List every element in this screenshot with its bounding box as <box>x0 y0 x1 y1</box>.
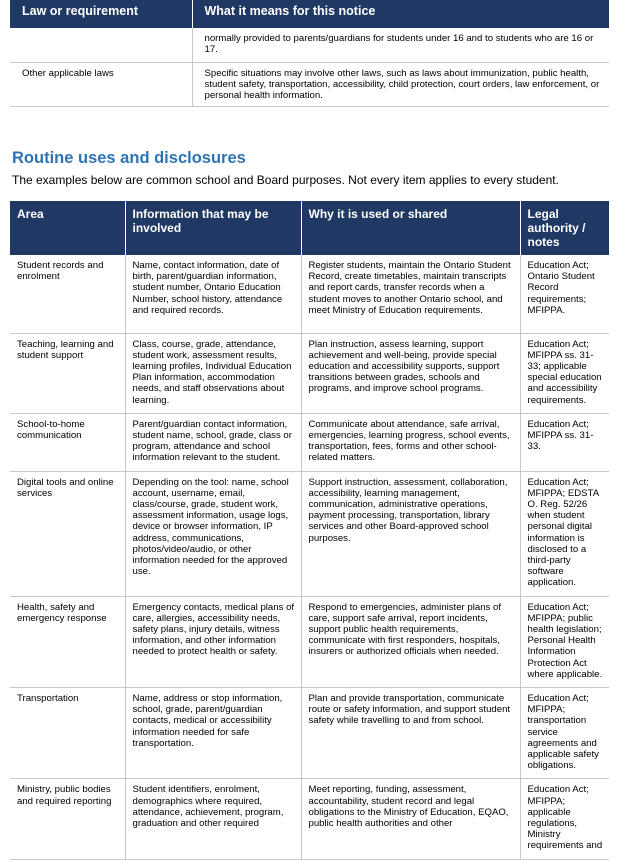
table-row <box>10 255 609 333</box>
table-cell: Plan and provide transportation, communicate route or safety information, and support student safety while travelling to and from school. <box>301 687 520 778</box>
table-cell: Class, course, grade, attendance, student work, assessment results, learning profiles, Individual Education Plan information, accommodation needs, and staff observations about learning. <box>125 333 301 413</box>
table-row <box>10 596 609 687</box>
column-header: Information that may be involved <box>125 201 301 255</box>
table-row <box>10 471 609 596</box>
table-row <box>10 413 609 471</box>
table-row <box>10 333 609 413</box>
table-cell: Education Act; MFIPPA; transportation service agreements and applicable safety obligations. <box>520 687 609 778</box>
table-cell: Respond to emergencies, administer plans of care, support safe arrival, report incidents, support public health requirements, communicate with first responders, hospitals, insurers or authorized officials when needed. <box>301 596 520 687</box>
table-row <box>10 779 609 859</box>
column-header: Area <box>10 201 125 255</box>
table-cell: Name, address or stop information, school, grade, parent/guardian contacts, medical or accessibility information needed for safe transportation. <box>125 687 301 778</box>
column-header: Why it is used or shared <box>301 201 520 255</box>
table-header-row <box>10 0 609 28</box>
table-cell: Communicate about attendance, safe arrival, emergencies, learning progress, school events, transportation, fees, forms and other school-related matters. <box>301 413 520 471</box>
table-cell: Student identifiers, enrolment, demographics where required, attendance, achievement, program, graduation and other required <box>125 779 301 859</box>
section-heading: Routine uses and disclosures <box>12 149 246 167</box>
table-cell: Specific situations may involve other laws, such as laws about immunization, public health, student safety, transportation, accessibility, child protection, court orders, law enforcement, or personal health information. <box>192 62 609 107</box>
column-header: Law or requirement <box>10 0 192 28</box>
table-cell: Name, contact information, date of birth, parent/guardian information, student number, Ontario Education Number, school history, attendance and required records. <box>125 255 301 333</box>
table-cell: Education Act; MFIPPA; applicable regulations, Ministry requirements and <box>520 779 609 859</box>
table-cell: Ministry, public bodies and required reporting <box>10 779 125 859</box>
table-cell: Parent/guardian contact information, student name, school, grade, class or program, attendance and school information relevant to the student. <box>125 413 301 471</box>
column-header: Legal authority / notes <box>520 201 609 255</box>
table-cell: Depending on the tool: name, school account, username, email, class/course, grade, student work, assessment information, usage logs, device or browser information, IP address, communications, photos/video/audio, or other information needed for the approved use. <box>125 471 301 596</box>
table-header-row <box>10 201 609 255</box>
table-cell: Teaching, learning and student support <box>10 333 125 413</box>
table-cell: Other applicable laws <box>10 62 192 107</box>
table-cell: Support instruction, assessment, collaboration, accessibility, learning management, communication, administrative operations, payment processing, transportation, library services and other Board-approved school purposes. <box>301 471 520 596</box>
table-cell: Health, safety and emergency response <box>10 596 125 687</box>
table-cell: Education Act; MFIPPA; public health legislation; Personal Health Information Protection Act where applicable. <box>520 596 609 687</box>
table-cell: Transportation <box>10 687 125 778</box>
table-row <box>10 687 609 778</box>
table-cell: Meet reporting, funding, assessment, accountability, student record and legal obligations to the Ministry of Education, EQAO, public health authorities and other <box>301 779 520 859</box>
table-cell: Student records and enrolment <box>10 255 125 333</box>
table-cell: Education Act; MFIPPA ss. 31-33; applicable special education and accessibility requirements. <box>520 333 609 413</box>
law-requirements-table <box>10 0 609 107</box>
table-cell: Education Act; Ontario Student Record requirements; MFIPPA. <box>520 255 609 333</box>
table-row <box>10 62 609 107</box>
table-cell: Education Act; MFIPPA ss. 31-33. <box>520 413 609 471</box>
table-cell: Digital tools and online services <box>10 471 125 596</box>
routine-uses-table <box>10 201 609 860</box>
table-cell <box>10 28 192 62</box>
section-intro: The examples below are common school and Board purposes. Not every item applies to every student. <box>12 173 559 187</box>
table-cell: Plan instruction, assess learning, support achievement and well-being, provide special education and accessibility supports, support transitions between grades, schools and programs, and improve school programs. <box>301 333 520 413</box>
table-row <box>10 28 609 62</box>
column-header: What it means for this notice <box>192 0 609 28</box>
table-cell: Education Act; MFIPPA; EDSTA O. Reg. 52/26 when student personal digital information is disclosed to a third-party software application. <box>520 471 609 596</box>
table-cell: Register students, maintain the Ontario Student Record, create timetables, maintain transcripts and report cards, transfer records when a student moves to another Ontario school, and meet Ministry of Education requirements. <box>301 255 520 333</box>
table-cell: normally provided to parents/guardians for students under 16 and to students who are 16 or 17. <box>192 28 609 62</box>
table-cell: School-to-home communication <box>10 413 125 471</box>
table-cell: Emergency contacts, medical plans of care, allergies, accessibility needs, safety plans, injury details, witness information, and other information needed to protect health or safety. <box>125 596 301 687</box>
